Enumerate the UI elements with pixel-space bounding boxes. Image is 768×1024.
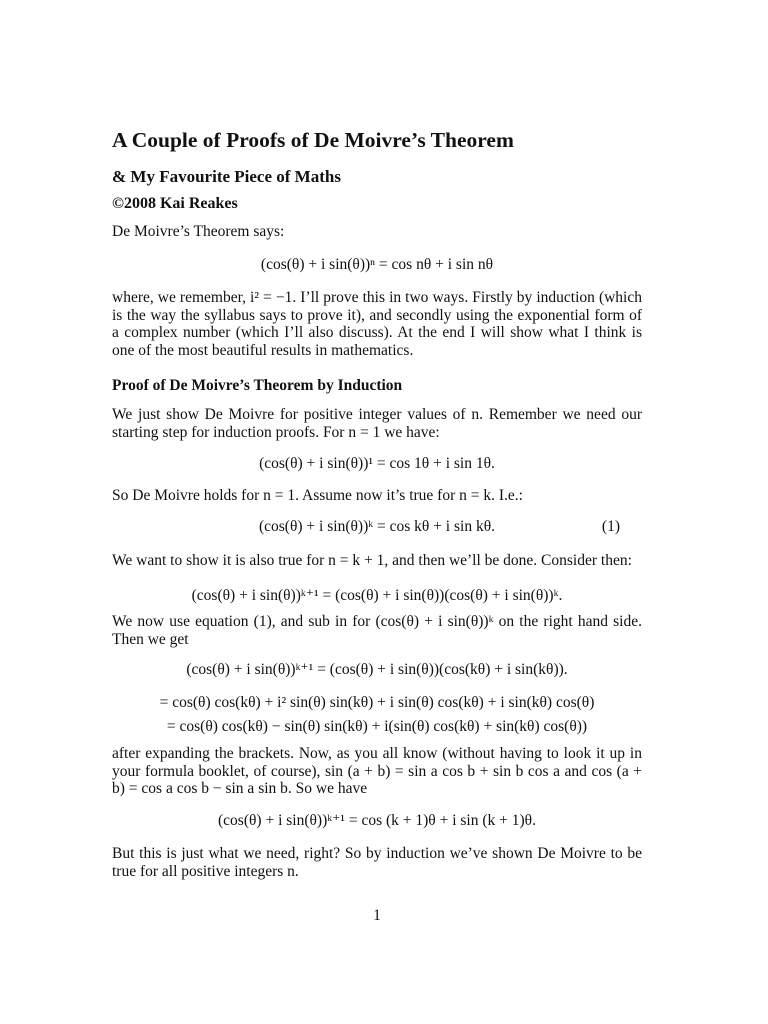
equation-main: (cos(θ) + i sin(θ))ⁿ = cos nθ + i sin nθ <box>260 256 494 273</box>
paragraph-base-case: We just show De Moivre for positive integer values of n. Remember we need our starting step for induction proofs. For n = 1 we have: <box>112 406 642 441</box>
equation-assumption: (cos(θ) + i sin(θ))ᵏ = cos kθ + i sin kθ. <box>258 518 496 535</box>
equation-consider: (cos(θ) + i sin(θ))ᵏ⁺¹ = (cos(θ) + i sin(θ))(cos(θ) + i sin(θ))ᵏ. <box>191 587 563 604</box>
document-subtitle: & My Favourite Piece of Maths <box>112 167 341 186</box>
equation-step-3: = cos(θ) cos(kθ) − sin(θ) sin(kθ) + i(sin(θ) cos(kθ) + sin(kθ) cos(θ)) <box>166 718 588 735</box>
equation-base: (cos(θ) + i sin(θ))¹ = cos 1θ + i sin 1θ. <box>259 455 495 472</box>
document-title: A Couple of Proofs of De Moivre’s Theorem <box>112 128 514 152</box>
copyright-line: ©2008 Kai Reakes <box>112 195 238 212</box>
equation-number: (1) <box>601 518 620 535</box>
section-heading-induction: Proof of De Moivre’s Theorem by Induction <box>112 377 403 394</box>
paragraph-expansion: after expanding the brackets. Now, as you all know (without having to look it up in your formula booklet, of course), sin (a + b) = sin a cos b + sin b cos a and cos (a + b) = cos a cos b − sin a sin b. So we have <box>112 745 642 797</box>
equation-assumption-row <box>112 518 642 536</box>
paragraph-intro: where, we remember, i² = −1. I’ll prove this in two ways. Firstly by induction (which is the way the syllabus says to prove it), and secondly using the exponential form of a complex number (which I’ll also discuss). At the end I will show what I think is one of the most beautiful results in mathematics. <box>112 289 642 359</box>
page-number: 1 <box>373 907 381 924</box>
equation-step-1: (cos(θ) + i sin(θ))ᵏ⁺¹ = (cos(θ) + i sin(θ))(cos(kθ) + i sin(kθ)). <box>186 661 568 678</box>
document-page <box>112 0 642 1024</box>
paragraph-assumption: So De Moivre holds for n = 1. Assume now it’s true for n = k. I.e.: <box>112 487 523 504</box>
paragraph-substitution: We now use equation (1), and sub in for (cos(θ) + i sin(θ))ᵏ on the right hand side. Then we get <box>112 613 642 648</box>
intro-text: De Moivre’s Theorem says: <box>112 223 285 240</box>
equation-result: (cos(θ) + i sin(θ))ᵏ⁺¹ = cos (k + 1)θ + i sin (k + 1)θ. <box>218 812 536 829</box>
paragraph-conclusion: But this is just what we need, right? So by induction we’ve shown De Moivre to be true for all positive integers n. <box>112 845 642 880</box>
paragraph-inductive-step: We want to show it is also true for n = k + 1, and then we’ll be done. Consider then: <box>112 552 632 569</box>
equation-step-2: = cos(θ) cos(kθ) + i² sin(θ) sin(kθ) + i sin(θ) cos(kθ) + i sin(kθ) cos(θ) <box>159 694 595 711</box>
